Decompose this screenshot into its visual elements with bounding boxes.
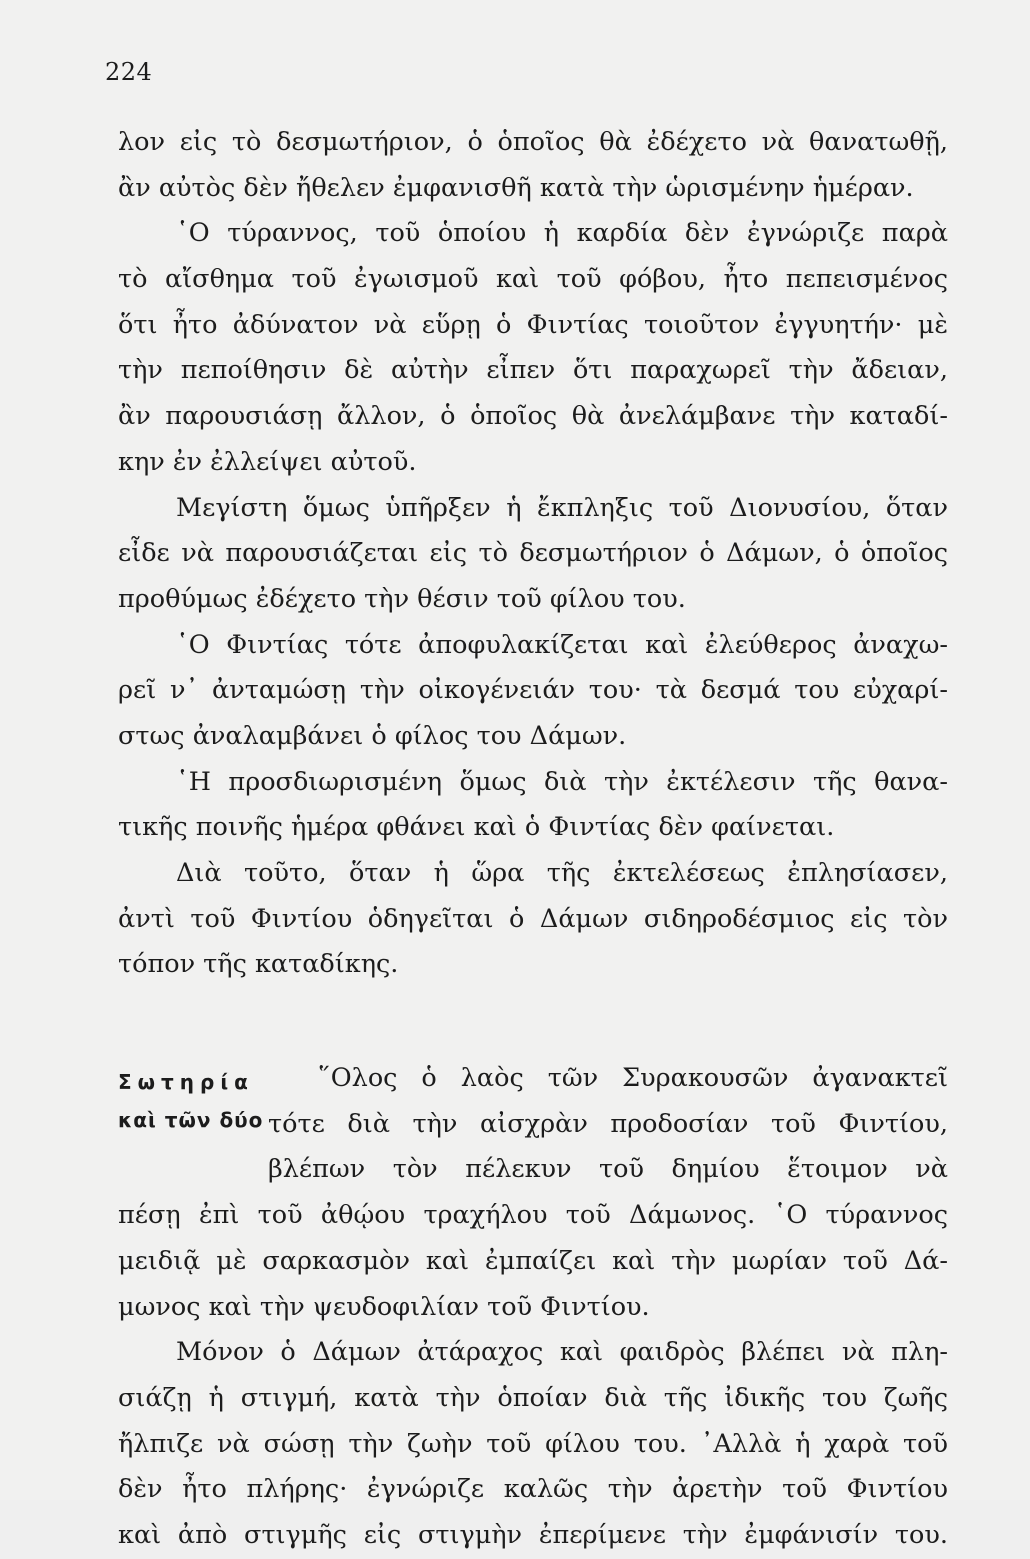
paragraph	[118, 1330, 948, 1558]
text-line: στως ἀναλαμβάνει ὁ φίλος του Δάμων.	[118, 720, 627, 751]
section-gap	[118, 988, 948, 1056]
page-body	[118, 120, 948, 1559]
text-line: ἤλπιζε νὰ σώσῃ τὴν ζωὴν τοῦ φίλου του. ᾿Αλλὰ ἡ χαρὰ τοῦ	[118, 1428, 948, 1459]
text-line: ῞Ολος ὁ λαὸς τῶν Συρακουσῶν ἀγανακτεῖ	[318, 1063, 948, 1094]
text-line: μειδιᾷ μὲ σαρκασμὸν καὶ ἐμπαίζει καὶ τὴν μωρίαν τοῦ Δά-	[118, 1245, 948, 1276]
side-heading-line: καὶ τῶν δύο	[118, 1107, 264, 1132]
text-line: κην ἐν ἐλλείψει αὐτοῦ.	[118, 446, 417, 477]
text-line: δὲν ἦτο πλήρης· ἐγνώριζε καλῶς τὴν ἀρετὴν τοῦ Φιντίου	[118, 1474, 948, 1505]
text-line: ρεῖ ν᾿ ἀνταμώσῃ τὴν οἰκογένειάν του· τὰ δεσμά του εὐχαρί-	[118, 675, 948, 706]
side-heading	[118, 1056, 268, 1147]
text-line: βλέπων τὸν πέλεκυν τοῦ δημίου ἕτοιμον νὰ	[268, 1154, 948, 1185]
text-line: Μόνον ὁ Δάμων ἀτάραχος καὶ φαιδρὸς βλέπει νὰ πλη-	[176, 1337, 948, 1368]
text-line: ῾Ο τύραννος, τοῦ ὁποίου ἡ καρδία δὲν ἐγνώριζε παρὰ	[176, 218, 948, 249]
text-line: ἂν αὐτὸς δὲν ἤθελεν ἐμφανισθῆ κατὰ τὴν ὡρισμένην ἡμέραν.	[118, 172, 914, 203]
text-line: ἂν παρουσιάσῃ ἄλλον, ὁ ὁποῖος θὰ ἀνελάμβανε τὴν καταδί-	[118, 401, 948, 432]
paragraph	[118, 486, 948, 623]
text-line: προθύμως ἐδέχετο τὴν θέσιν τοῦ φίλου του.	[118, 583, 686, 614]
text-line: τὸ αἴσθημα τοῦ ἐγωισμοῦ καὶ τοῦ φόβου, ἦτο πεπεισμένος	[118, 264, 948, 295]
text-line: λον εἰς τὸ δεσμωτήριον, ὁ ὁποῖος θὰ ἐδέχετο νὰ θανατωθῇ,	[118, 127, 948, 157]
text-line: μωνος καὶ τὴν ψευδοφιλίαν τοῦ Φιντίου.	[118, 1291, 650, 1322]
text-line: τικῆς ποινῆς ἡμέρα φθάνει καὶ ὁ Φιντίας δὲν φαίνεται.	[118, 812, 835, 843]
text-line: ἀντὶ τοῦ Φιντίου ὁδηγεῖται ὁ Δάμων σιδηροδέσμιος εἰς τὸν	[118, 903, 948, 934]
paragraph	[118, 211, 948, 485]
text-line: Μεγίστη ὅμως ὑπῆρξεν ἡ ἔκπληξις τοῦ Διονυσίου, ὅταν	[176, 492, 948, 523]
text-line: εἶδε νὰ παρουσιάζεται εἰς τὸ δεσμωτήριον ὁ Δάμων, ὁ ὁποῖος	[118, 538, 948, 569]
text-line: ῾Η προσδιωρισμένη ὅμως διὰ τὴν ἐκτέλεσιν τῆς θανα-	[176, 766, 948, 797]
text-line: τότε διὰ τὴν αἰσχρὰν προδοσίαν τοῦ Φιντίου,	[268, 1108, 948, 1139]
text-line: τόπον τῆς καταδίκης.	[118, 949, 399, 980]
side-heading-line: Σωτηρία	[118, 1070, 254, 1095]
text-line: ῾Ο Φιντίας τότε ἀποφυλακίζεται καὶ ἐλεύθερος ἀναχω-	[176, 629, 948, 660]
section	[118, 1056, 948, 1330]
text-line: καὶ ἀπὸ στιγμῆς εἰς στιγμὴν ἐπερίμενε τὴν ἐμφάνισίν του.	[118, 1519, 948, 1550]
text-line: Διὰ τοῦτο, ὅταν ἡ ὥρα τῆς ἐκτελέσεως ἐπλησίασεν,	[176, 858, 948, 888]
paragraph	[118, 851, 948, 988]
text-line: πέσῃ ἐπὶ τοῦ ἀθῴου τραχήλου τοῦ Δάμωνος. ῾Ο τύραννος	[118, 1200, 948, 1231]
paragraph	[118, 760, 948, 851]
page-number: 224	[105, 58, 153, 86]
paragraph	[118, 120, 948, 211]
text-line: ὅτι ἦτο ἀδύνατον νὰ εὕρῃ ὁ Φιντίας τοιοῦτον ἐγγυητήν· μὲ	[118, 309, 948, 340]
paragraph	[118, 623, 948, 760]
text-line: τὴν πεποίθησιν δὲ αὐτὴν εἶπεν ὅτι παραχωρεῖ τὴν ἄδειαν,	[118, 355, 948, 386]
text-line: σιάζῃ ἡ στιγμή, κατὰ τὴν ὁποίαν διὰ τῆς ἰδικῆς του ζωῆς	[118, 1382, 948, 1413]
